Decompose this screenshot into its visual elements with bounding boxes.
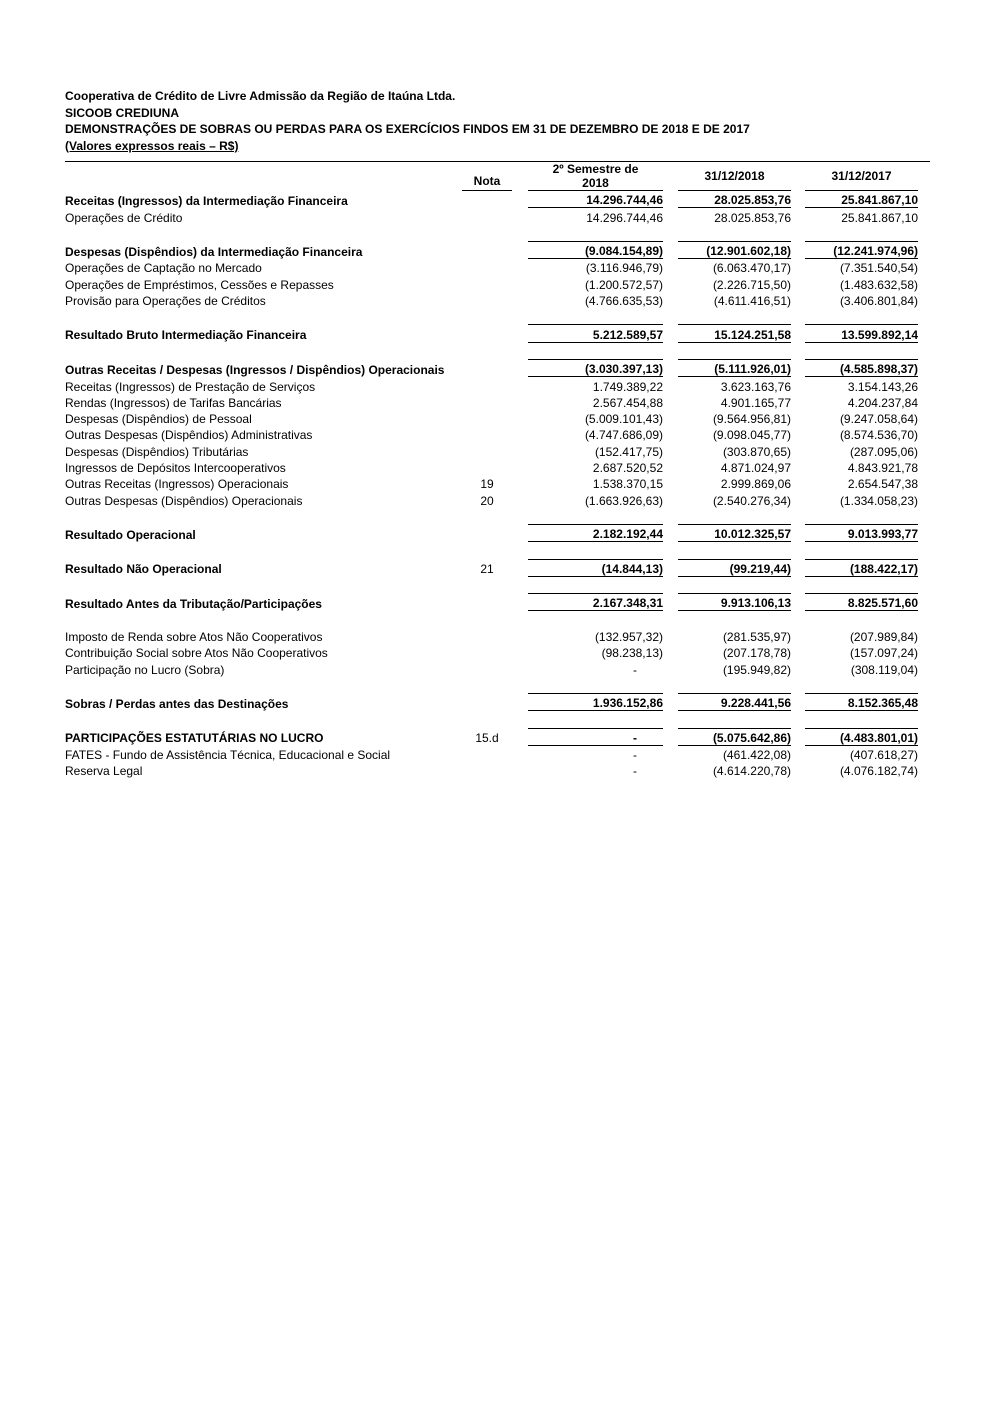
value-31-12-2017: 25.841.867,10 (805, 191, 918, 208)
spacer-cell (65, 576, 918, 593)
value-sem2-2018: 2.567.454,88 (592, 395, 663, 410)
column-gap (791, 208, 805, 225)
value-31-12-2017: (207.989,84) (849, 630, 918, 645)
value-sem2-2018: (4.766.635,53) (584, 294, 663, 309)
value-sem2-2018: 2.687.520,52 (592, 461, 663, 476)
column-gap (512, 745, 528, 762)
row-nota (462, 241, 512, 258)
table-row (65, 660, 918, 676)
row-nota (462, 594, 512, 611)
spacer-row (65, 711, 918, 728)
table-row (65, 491, 918, 507)
value-31-12-2018: (281.535,97) (722, 630, 791, 645)
column-gap (663, 377, 678, 394)
value-sem2-2018: 1.749.389,22 (592, 379, 663, 394)
statement-title: DEMONSTRAÇÕES DE SOBRAS OU PERDAS PARA OS EXERCÍCIOS FINDOS EM 31 DE DEZEMBRO DE 2018 E DE 2017 (65, 122, 750, 136)
value-sem2-2018: 2.167.348,31 (528, 594, 663, 611)
column-gap (512, 275, 528, 291)
row-label: PARTICIPAÇÕES ESTATUTÁRIAS NO LUCRO (65, 731, 324, 746)
table-row (65, 728, 918, 745)
spacer-cell (65, 225, 918, 242)
row-label: Resultado Não Operacional (65, 562, 222, 577)
row-label: Reserva Legal (65, 764, 143, 779)
column-gap (791, 191, 805, 208)
column-gap (791, 559, 805, 576)
table-row (65, 628, 918, 644)
sem2-2018-header-line1: 2º Semestre de (552, 162, 639, 176)
value-31-12-2018: (6.063.470,17) (712, 261, 791, 276)
value-31-12-2017: (4.585.898,37) (805, 359, 918, 376)
value-31-12-2018: (9.564.956,81) (712, 412, 791, 427)
row-nota (462, 394, 512, 410)
value-sem2-2018: (5.009.101,43) (584, 412, 663, 427)
value-31-12-2018: 3.623.163,76 (720, 379, 791, 394)
row-label: Outras Despesas (Dispêndios) Administrativas (65, 428, 313, 443)
value-sem2-2018: - (528, 728, 663, 745)
column-gap (791, 693, 805, 710)
value-31-12-2017: (188.422,17) (805, 559, 918, 576)
column-gap (512, 442, 528, 458)
row-label: Operações de Captação no Mercado (65, 261, 262, 276)
column-gap (791, 162, 805, 191)
column-gap (512, 241, 528, 258)
spacer-row (65, 225, 918, 242)
value-31-12-2017: (1.334.058,23) (839, 493, 918, 508)
column-gap (791, 745, 805, 762)
column-gap (512, 728, 528, 745)
column-gap (512, 259, 528, 276)
value-sem2-2018: (132.957,32) (594, 630, 663, 645)
value-31-12-2018: 28.025.853,76 (678, 191, 791, 208)
row-nota (462, 628, 512, 644)
column-gap (663, 745, 678, 762)
table-row (65, 275, 918, 291)
column-gap (512, 594, 528, 611)
value-31-12-2018: (9.098.045,77) (712, 428, 791, 443)
table-row (65, 475, 918, 491)
column-gap (791, 325, 805, 342)
column-gap (663, 394, 678, 410)
column-gap (791, 594, 805, 611)
column-gap (663, 693, 678, 710)
table-row (65, 241, 918, 258)
value-31-12-2018: (5.111.926,01) (678, 359, 791, 376)
column-gap (791, 410, 805, 426)
value-31-12-2017: (12.241.974,96) (805, 241, 918, 258)
value-sem2-2018: (3.116.946,79) (585, 261, 663, 276)
column-gap (791, 359, 805, 376)
column-gap (663, 728, 678, 745)
table-row (65, 762, 918, 778)
column-gap (512, 292, 528, 308)
row-label: Imposto de Renda sobre Atos Não Cooperativos (65, 630, 323, 645)
column-gap (663, 491, 678, 507)
value-sem2-2018: 5.212.589,57 (528, 325, 663, 342)
table-body (65, 191, 918, 779)
row-nota (462, 693, 512, 710)
row-nota: 21 (480, 562, 494, 577)
table-row (65, 442, 918, 458)
value-sem2-2018: 1.538.370,15 (592, 477, 663, 492)
value-sem2-2018: (14.844,13) (528, 559, 663, 576)
column-gap (663, 410, 678, 426)
table-row (65, 524, 918, 541)
value-31-12-2017: (1.483.632,58) (839, 277, 918, 292)
value-31-12-2018: (2.540.276,34) (712, 493, 791, 508)
column-gap (791, 259, 805, 276)
column-gap (791, 377, 805, 394)
table-row (65, 208, 918, 225)
value-31-12-2017: (308.119,04) (850, 662, 918, 677)
value-31-12-2018: (303.870,65) (722, 444, 791, 459)
brand-name: SICOOB CREDIUNA (65, 105, 180, 120)
spacer-row (65, 542, 918, 559)
table-row (65, 410, 918, 426)
column-gap (512, 524, 528, 541)
spacer-row (65, 611, 918, 628)
row-label: Outras Receitas (Ingressos) Operacionais (65, 477, 289, 492)
row-label: Outras Receitas / Despesas (Ingressos / Dispêndios) Operacionais (65, 362, 445, 377)
value-31-12-2017: (4.483.801,01) (805, 728, 918, 745)
row-label: Despesas (Dispêndios) da Intermediação Financeira (65, 244, 363, 259)
row-label: Receitas (Ingressos) da Intermediação Financeira (65, 193, 348, 208)
value-31-12-2017: 13.599.892,14 (805, 325, 918, 342)
value-sem2-2018: (4.747.686,09) (584, 428, 663, 443)
currency-note: (Valores expressos reais – R$) (65, 138, 239, 153)
spacer-cell (65, 542, 918, 559)
column-gap (512, 426, 528, 442)
value-sem2-2018: - (633, 764, 637, 779)
sem2-2018-header-line2: 2018 (582, 176, 609, 190)
row-nota (462, 275, 512, 291)
table-row (65, 325, 918, 342)
value-31-12-2017: 4.204.237,84 (847, 395, 918, 410)
column-gap (512, 359, 528, 376)
value-31-12-2017: (407.618,27) (849, 748, 918, 763)
value-sem2-2018: (152.417,75) (594, 444, 663, 459)
column-gap (791, 660, 805, 676)
row-label: Operações de Crédito (65, 210, 183, 225)
row-label: Despesas (Dispêndios) Tributárias (65, 444, 249, 459)
column-gap (663, 208, 678, 225)
table-row (65, 359, 918, 376)
spacer-cell (65, 677, 918, 694)
value-31-12-2018: 4.901.165,77 (720, 395, 791, 410)
spacer-row (65, 308, 918, 325)
column-gap (663, 660, 678, 676)
row-nota: 19 (480, 477, 494, 492)
column-gap (512, 377, 528, 394)
value-sem2-2018: (3.030.397,13) (528, 359, 663, 376)
row-nota (462, 442, 512, 458)
row-nota (462, 426, 512, 442)
row-nota (462, 660, 512, 676)
row-nota: 20 (480, 493, 494, 508)
value-31-12-2017: (4.076.182,74) (839, 764, 918, 779)
column-gap (512, 762, 528, 778)
value-sem2-2018: - (633, 662, 637, 677)
spacer-cell (65, 711, 918, 728)
value-31-12-2018: (5.075.642,86) (678, 728, 791, 745)
column-gap (512, 559, 528, 576)
column-gap (663, 442, 678, 458)
column-gap (663, 292, 678, 308)
value-31-12-2017: (157.097,24) (849, 646, 918, 661)
row-label: Resultado Antes da Tributação/Participações (65, 596, 322, 611)
column-gap (791, 241, 805, 258)
value-31-12-2017: 4.843.921,78 (847, 461, 918, 476)
table-row (65, 594, 918, 611)
column-gap (663, 628, 678, 644)
column-gap (791, 728, 805, 745)
spacer-cell (65, 508, 918, 525)
sem2-2018-column-header (528, 162, 663, 191)
table-row (65, 394, 918, 410)
row-nota (462, 359, 512, 376)
value-31-12-2017: (287.095,06) (849, 444, 918, 459)
column-gap (512, 191, 528, 208)
value-31-12-2018: 9.228.441,56 (678, 693, 791, 710)
value-31-12-2018: 4.871.024,97 (720, 461, 791, 476)
nota-column-header: Nota (462, 162, 512, 191)
row-label: Outras Despesas (Dispêndios) Operacionais (65, 493, 303, 508)
column-gap (791, 475, 805, 491)
company-name: Cooperativa de Crédito de Livre Admissão da Região de Itaúna Ltda. (65, 89, 456, 103)
row-nota (462, 259, 512, 276)
column-gap (512, 628, 528, 644)
column-gap (791, 762, 805, 778)
column-gap (791, 426, 805, 442)
row-label: Receitas (Ingressos) de Prestação de Serviços (65, 379, 316, 394)
value-31-12-2018: 28.025.853,76 (714, 210, 791, 225)
value-sem2-2018: 14.296.744,46 (586, 210, 663, 225)
column-gap (791, 459, 805, 475)
row-nota (462, 762, 512, 778)
table-row (65, 644, 918, 660)
column-gap (663, 475, 678, 491)
table-row (65, 191, 918, 208)
table-row (65, 559, 918, 576)
table-row (65, 693, 918, 710)
value-31-12-2018: 15.124.251,58 (678, 325, 791, 342)
column-gap (791, 628, 805, 644)
row-nota (462, 325, 512, 342)
table-row (65, 292, 918, 308)
row-label: FATES - Fundo de Assistência Técnica, Educacional e Social (65, 748, 391, 763)
row-label: Resultado Operacional (65, 527, 196, 542)
value-sem2-2018: (1.663.926,63) (584, 493, 663, 508)
spacer-row (65, 677, 918, 694)
value-31-12-2018: 2.999.869,06 (720, 477, 791, 492)
date-2018-column-header: 31/12/2018 (678, 162, 791, 191)
value-31-12-2018: (4.614.220,78) (712, 764, 791, 779)
value-31-12-2018: (4.611.416,51) (713, 294, 791, 309)
value-31-12-2018: (12.901.602,18) (678, 241, 791, 258)
value-sem2-2018: (9.084.154,89) (528, 241, 663, 258)
column-gap (663, 644, 678, 660)
spacer-cell (65, 308, 918, 325)
column-gap (512, 459, 528, 475)
row-nota (462, 410, 512, 426)
value-31-12-2018: (99.219,44) (678, 559, 791, 576)
value-sem2-2018: 1.936.152,86 (528, 693, 663, 710)
column-gap (663, 325, 678, 342)
value-31-12-2017: (7.351.540,54) (839, 261, 918, 276)
spacer-row (65, 508, 918, 525)
row-nota (462, 191, 512, 208)
column-gap (791, 292, 805, 308)
column-gap (512, 162, 528, 191)
row-nota (462, 292, 512, 308)
row-nota (462, 524, 512, 541)
table-row (65, 259, 918, 276)
column-gap (663, 594, 678, 611)
value-sem2-2018: - (633, 748, 637, 763)
column-gap (512, 660, 528, 676)
row-label: Operações de Empréstimos, Cessões e Repasses (65, 277, 334, 292)
value-31-12-2018: (461.422,08) (722, 748, 791, 763)
date-2017-column-header: 31/12/2017 (805, 162, 918, 191)
column-gap (663, 241, 678, 258)
value-31-12-2017: (3.406.801,84) (839, 294, 918, 309)
value-31-12-2017: 3.154.143,26 (847, 379, 918, 394)
value-31-12-2017: 8.825.571,60 (805, 594, 918, 611)
column-gap (791, 491, 805, 507)
column-gap (512, 410, 528, 426)
column-gap (663, 275, 678, 291)
column-gap (512, 644, 528, 660)
spacer-row (65, 342, 918, 359)
column-gap (663, 426, 678, 442)
row-nota (462, 745, 512, 762)
row-label: Resultado Bruto Intermediação Financeira (65, 328, 307, 343)
row-label: Rendas (Ingressos) de Tarifas Bancárias (65, 395, 282, 410)
column-gap (791, 275, 805, 291)
value-sem2-2018: (1.200.572,57) (584, 277, 663, 292)
value-31-12-2017: (8.574.536,70) (839, 428, 918, 443)
row-nota (462, 377, 512, 394)
doc-header (65, 88, 1000, 154)
column-gap (663, 524, 678, 541)
financial-table (65, 162, 918, 778)
column-gap (663, 359, 678, 376)
header-spacer-cell (65, 162, 462, 191)
table-row (65, 459, 918, 475)
value-31-12-2017: 25.841.867,10 (841, 210, 918, 225)
row-label: Provisão para Operações de Créditos (65, 294, 266, 309)
column-gap (512, 325, 528, 342)
table-row (65, 426, 918, 442)
value-sem2-2018: 2.182.192,44 (528, 524, 663, 541)
row-label: Participação no Lucro (Sobra) (65, 662, 225, 677)
column-gap (663, 459, 678, 475)
value-sem2-2018: 14.296.744,46 (528, 191, 663, 208)
value-sem2-2018: (98.238,13) (601, 646, 663, 661)
column-gap (791, 394, 805, 410)
row-label: Contribuição Social sobre Atos Não Cooperativos (65, 646, 328, 661)
row-nota (462, 459, 512, 475)
row-label: Despesas (Dispêndios) de Pessoal (65, 412, 252, 427)
column-gap (663, 259, 678, 276)
column-gap (512, 394, 528, 410)
column-gap (791, 524, 805, 541)
column-gap (663, 191, 678, 208)
table-row (65, 745, 918, 762)
column-gap (512, 475, 528, 491)
table-row (65, 377, 918, 394)
row-label: Sobras / Perdas antes das Destinações (65, 696, 289, 711)
value-31-12-2018: (2.226.715,50) (712, 277, 791, 292)
row-nota (462, 644, 512, 660)
column-gap (791, 644, 805, 660)
value-31-12-2017: 8.152.365,48 (805, 693, 918, 710)
value-31-12-2017: 9.013.993,77 (805, 524, 918, 541)
row-label: Ingressos de Depósitos Intercooperativos (65, 461, 286, 476)
spacer-row (65, 576, 918, 593)
column-gap (791, 442, 805, 458)
column-gap (663, 762, 678, 778)
table-header-row (65, 162, 918, 191)
column-gap (663, 162, 678, 191)
column-gap (663, 559, 678, 576)
spacer-cell (65, 611, 918, 628)
value-31-12-2017: 2.654.547,38 (847, 477, 918, 492)
spacer-cell (65, 342, 918, 359)
column-gap (512, 208, 528, 225)
value-31-12-2017: (9.247.058,64) (839, 412, 918, 427)
row-nota: 15.d (475, 731, 499, 746)
value-31-12-2018: 9.913.106,13 (678, 594, 791, 611)
value-31-12-2018: (207.178,78) (722, 646, 791, 661)
value-31-12-2018: 10.012.325,57 (678, 524, 791, 541)
column-gap (512, 491, 528, 507)
column-gap (512, 693, 528, 710)
value-31-12-2018: (195.949,82) (722, 662, 791, 677)
row-nota (462, 208, 512, 225)
